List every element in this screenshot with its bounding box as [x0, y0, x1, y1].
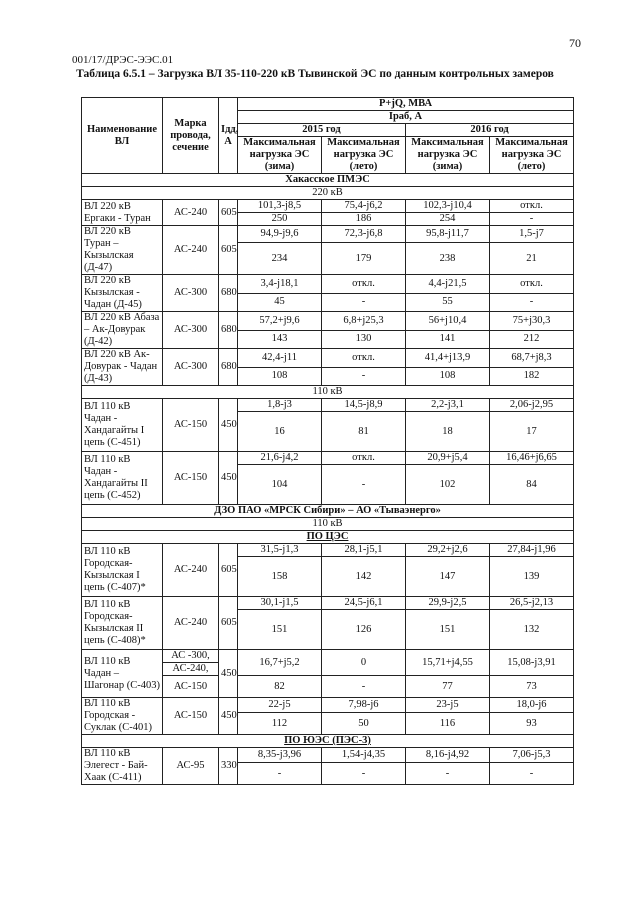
i-value: - — [490, 763, 574, 785]
i-value: 84 — [490, 465, 574, 505]
i-value: 108 — [406, 367, 490, 386]
i-value: - — [406, 763, 490, 785]
pq-value: 57,2+j9,6 — [238, 312, 322, 331]
pq-value: 27,84-j1,96 — [490, 544, 574, 557]
section-110kv-b: 110 кВ — [82, 518, 574, 531]
line-name: ВЛ 220 кВ Кызылская - Чадан (Д-45) — [82, 275, 163, 312]
pq-value: 15,71+j4,55 — [406, 650, 490, 676]
pq-value: 72,3-j6,8 — [322, 226, 406, 243]
i-value: 151 — [406, 610, 490, 650]
pq-value: 41,4+j13,9 — [406, 349, 490, 368]
i-value: 116 — [406, 713, 490, 735]
pq-value: 0 — [322, 650, 406, 676]
pq-value: откл. — [322, 452, 406, 465]
idd: 605 — [219, 200, 238, 226]
page-number: 70 — [569, 36, 581, 50]
line-name: ВЛ 220 кВ Ак-Довурак - Чадан (Д-43) — [82, 349, 163, 386]
pq-value: 75,4-j6,2 — [322, 200, 406, 213]
i-value: 212 — [490, 330, 574, 349]
idd: 450 — [219, 399, 238, 452]
i-value: 18 — [406, 412, 490, 452]
i-value: - — [322, 763, 406, 785]
i-value: 21 — [490, 243, 574, 275]
line-name: ВЛ 110 кВ Чадан - Хандагайты I цепь (С-451) — [82, 399, 163, 452]
pq-value: откл. — [322, 349, 406, 368]
section-220kv: 220 кВ — [82, 187, 574, 200]
wire: АС-150 — [163, 698, 219, 735]
pq-value: 102,3-j10,4 — [406, 200, 490, 213]
header-winter-2015: Максимальная нагрузка ЭС (зима) — [238, 137, 322, 174]
pq-value: 7,06-j5,3 — [490, 748, 574, 763]
i-value: 45 — [238, 293, 322, 312]
line-name: ВЛ 110 кВ Городская-Кызылская II цепь (С-408)* — [82, 597, 163, 650]
pq-value: 4,4-j21,5 — [406, 275, 490, 294]
i-value: 55 — [406, 293, 490, 312]
i-value: 108 — [238, 367, 322, 386]
line-name: ВЛ 110 кВ Элегест - Бай-Хаак (С-411) — [82, 748, 163, 785]
pq-value: 28,1-j5,1 — [322, 544, 406, 557]
idd: 450 — [219, 650, 238, 698]
i-value: 254 — [406, 213, 490, 226]
pq-value: 8,16-j4,92 — [406, 748, 490, 763]
i-value: 142 — [322, 557, 406, 597]
pq-value: 68,7+j8,3 — [490, 349, 574, 368]
idd: 605 — [219, 597, 238, 650]
idd: 680 — [219, 275, 238, 312]
wire: АС-95 — [163, 748, 219, 785]
pq-value: 23-j5 — [406, 698, 490, 713]
pq-value: 16,46+j6,65 — [490, 452, 574, 465]
i-value: 147 — [406, 557, 490, 597]
wire: АС-240 — [163, 597, 219, 650]
i-value: - — [322, 367, 406, 386]
i-value: - — [490, 293, 574, 312]
i-value: 250 — [238, 213, 322, 226]
i-value: 104 — [238, 465, 322, 505]
wire: АС-240 — [163, 544, 219, 597]
wire: АС-240 — [163, 226, 219, 275]
pq-value: откл. — [322, 275, 406, 294]
header-summer-2015: Максимальная нагрузка ЭС (лето) — [322, 137, 406, 174]
pq-value: 1,54-j4,35 — [322, 748, 406, 763]
pq-value: откл. — [490, 200, 574, 213]
wire: АС-150 — [163, 399, 219, 452]
section-110kv: 110 кВ — [82, 386, 574, 399]
i-value: 82 — [238, 676, 322, 698]
wire: АС-300 — [163, 312, 219, 349]
pq-value: 26,5-j2,13 — [490, 597, 574, 610]
wire: АС-240 — [163, 200, 219, 226]
idd: 680 — [219, 312, 238, 349]
pq-value: 30,1-j1,5 — [238, 597, 322, 610]
wire: АС-150 — [163, 452, 219, 505]
i-value: - — [322, 676, 406, 698]
line-name: ВЛ 110 кВ Чадан – Шагонар (С-403) — [82, 650, 163, 698]
header-irab: Iраб, А — [238, 111, 574, 124]
i-value: 16 — [238, 412, 322, 452]
section-yues: ПО ЮЭС (ПЭС-3) — [82, 735, 574, 748]
i-value: 151 — [238, 610, 322, 650]
i-value: 158 — [238, 557, 322, 597]
table-title: Таблица 6.5.1 – Загрузка ВЛ 35-110-220 кВ Тывинской ЭС по данным контрольных замеров — [76, 68, 554, 80]
header-2015: 2015 год — [238, 124, 406, 137]
wire: АС-240, — [163, 663, 219, 676]
line-name: ВЛ 110 кВ Городская-Кызылская I цепь (С-407)* — [82, 544, 163, 597]
pq-value: 18,0-j6 — [490, 698, 574, 713]
line-name: ВЛ 220 кВ Ергаки - Туран — [82, 200, 163, 226]
line-name: ВЛ 220 кВ Туран – Кызылская (Д-47) — [82, 226, 163, 275]
wire: АС-300 — [163, 349, 219, 386]
i-value: 102 — [406, 465, 490, 505]
i-value: - — [238, 763, 322, 785]
i-value: - — [322, 293, 406, 312]
i-value: 132 — [490, 610, 574, 650]
section-khakas: Хакасское ПМЭС — [82, 174, 574, 187]
i-value: 73 — [490, 676, 574, 698]
pq-value: 101,3-j8,5 — [238, 200, 322, 213]
pq-value: 95,8-j11,7 — [406, 226, 490, 243]
pq-value: 42,4-j11 — [238, 349, 322, 368]
i-value: 143 — [238, 330, 322, 349]
wire: АС -300, — [163, 650, 219, 663]
pq-value: 56+j10,4 — [406, 312, 490, 331]
header-idd: Iдд, А — [219, 98, 238, 174]
pq-value: 94,9-j9,6 — [238, 226, 322, 243]
pq-value: 14,5-j8,9 — [322, 399, 406, 412]
document-id: 001/17/ДРЭС-ЭЭС.01 — [72, 54, 174, 66]
header-name: Наименование ВЛ — [82, 98, 163, 174]
header-2016: 2016 год — [406, 124, 574, 137]
idd: 680 — [219, 349, 238, 386]
section-tses: ПО ЦЭС — [82, 531, 574, 544]
idd: 450 — [219, 698, 238, 735]
header-pq: P+jQ, МВА — [238, 98, 574, 111]
pq-value: 16,7+j5,2 — [238, 650, 322, 676]
line-name: ВЛ 220 кВ Абаза – Ак-Довурак (Д-42) — [82, 312, 163, 349]
i-value: 112 — [238, 713, 322, 735]
pq-value: 3,4-j18,1 — [238, 275, 322, 294]
line-name: ВЛ 110 кВ Чадан - Хандагайты II цепь (С-452) — [82, 452, 163, 505]
pq-value: 1,8-j3 — [238, 399, 322, 412]
i-value: 234 — [238, 243, 322, 275]
i-value: 182 — [490, 367, 574, 386]
i-value: - — [490, 213, 574, 226]
pq-value: 20,9+j5,4 — [406, 452, 490, 465]
pq-value: 22-j5 — [238, 698, 322, 713]
pq-value: 15,08-j3,91 — [490, 650, 574, 676]
pq-value: 7,98-j6 — [322, 698, 406, 713]
header-wire: Марка провода, сечение — [163, 98, 219, 174]
i-value: 17 — [490, 412, 574, 452]
pq-value: 31,5-j1,3 — [238, 544, 322, 557]
wire: АС-300 — [163, 275, 219, 312]
idd: 330 — [219, 748, 238, 785]
idd: 605 — [219, 544, 238, 597]
pq-value: 6,8+j25,3 — [322, 312, 406, 331]
i-value: 139 — [490, 557, 574, 597]
i-value: 126 — [322, 610, 406, 650]
i-value: 130 — [322, 330, 406, 349]
idd: 450 — [219, 452, 238, 505]
wire: АС-150 — [163, 676, 219, 698]
i-value: 186 — [322, 213, 406, 226]
pq-value: 8,35-j3,96 — [238, 748, 322, 763]
i-value: 81 — [322, 412, 406, 452]
idd: 605 — [219, 226, 238, 275]
pq-value: 2,2-j3,1 — [406, 399, 490, 412]
i-value: 238 — [406, 243, 490, 275]
pq-value: 2,06-j2,95 — [490, 399, 574, 412]
pq-value: 1,5-j7 — [490, 226, 574, 243]
section-dzo: ДЗО ПАО «МРСК Сибири» – АО «Тываэнерго» — [82, 505, 574, 518]
i-value: 179 — [322, 243, 406, 275]
pq-value: 24,5-j6,1 — [322, 597, 406, 610]
header-winter-2016: Максимальная нагрузка ЭС (зима) — [406, 137, 490, 174]
i-value: 141 — [406, 330, 490, 349]
header-summer-2016: Максимальная нагрузка ЭС (лето) — [490, 137, 574, 174]
pq-value: 75+j30,3 — [490, 312, 574, 331]
i-value: 93 — [490, 713, 574, 735]
i-value: - — [322, 465, 406, 505]
pq-value: 21,6-j4,2 — [238, 452, 322, 465]
i-value: 77 — [406, 676, 490, 698]
pq-value: 29,2+j2,6 — [406, 544, 490, 557]
pq-value: откл. — [490, 275, 574, 294]
line-name: ВЛ 110 кВ Городская - Суклак (С-401) — [82, 698, 163, 735]
i-value: 50 — [322, 713, 406, 735]
load-table — [81, 97, 574, 785]
pq-value: 29,9-j2,5 — [406, 597, 490, 610]
